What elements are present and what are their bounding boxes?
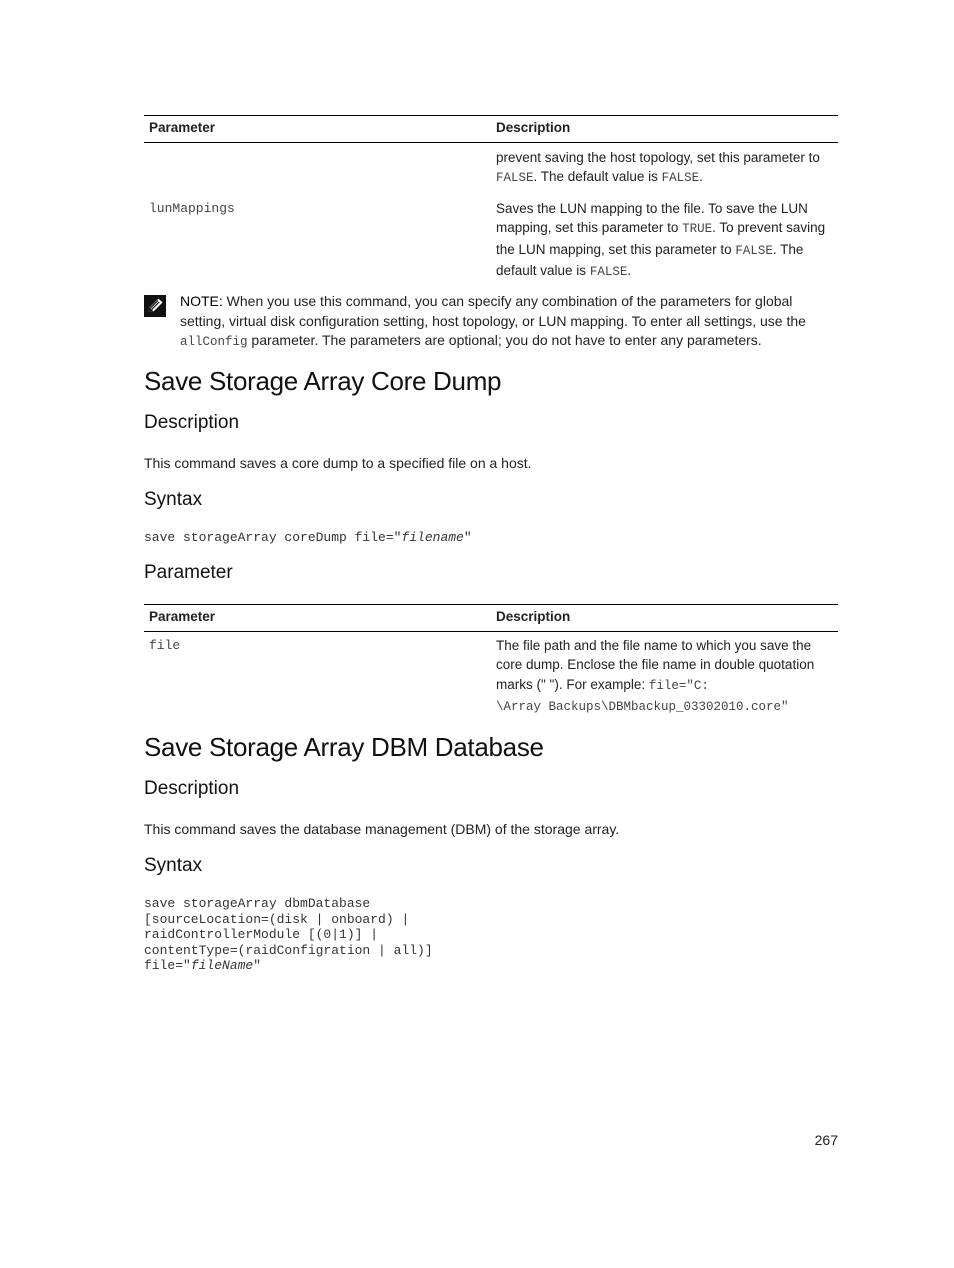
syntax-code: save storageArray coreDump file="filename" (144, 530, 472, 545)
syntax-line: contentType=(raidConfigration | all)] (144, 942, 433, 958)
syntax-line: [sourceLocation=(disk | onboard) | (144, 911, 410, 927)
parameter-table-continued (144, 115, 838, 286)
description-text: This command saves the database management (DBM) of the storage array. (144, 821, 620, 837)
parameter-heading: Parameter (144, 562, 233, 583)
parameter-table (144, 604, 838, 721)
table-header-row (144, 116, 838, 143)
syntax-line: save storageArray dbmDatabase (144, 896, 371, 911)
header-parameter: Parameter (144, 116, 491, 143)
syntax-heading: Syntax (144, 855, 203, 876)
table-row (144, 196, 838, 286)
note-label: NOTE: (180, 293, 223, 309)
note-text: NOTE: When you use this command, you can specify any combination of the parameters for global setting, virtual disk configuration setting, host topology, or LUN mapping. To enter all settings, use the allConfig parameter. The parameters are optional; you do not have to enter any parameters. (180, 293, 806, 349)
page-number: 267 (814, 1132, 838, 1148)
description-heading: Description (144, 412, 240, 433)
table-row (144, 631, 838, 721)
header-parameter: Parameter (144, 605, 491, 632)
description-cell: Saves the LUN mapping to the file. To save the LUN mapping, set this parameter to TRUE. To prevent saving the LUN mapping, set this parameter to FALSE. The default value is FALSE. (496, 200, 826, 279)
description-cell: prevent saving the host topology, set this parameter to FALSE. The default value is FALSE. (496, 149, 820, 185)
table-row (144, 142, 838, 196)
param-cell (144, 142, 491, 196)
note-code: allConfig (180, 335, 248, 349)
description-text: This command saves a core dump to a specified file on a host. (144, 455, 532, 471)
syntax-code-block (144, 896, 433, 974)
section-title: Save Storage Array DBM Database (144, 732, 544, 762)
syntax-line: file="fileName" (144, 958, 262, 973)
param-cell: file (149, 637, 181, 653)
syntax-line: raidControllerModule [(0|1)] | (144, 927, 379, 942)
header-description: Description (491, 116, 838, 143)
syntax-heading: Syntax (144, 489, 203, 510)
param-cell: lunMappings (149, 200, 235, 216)
section-title: Save Storage Array Core Dump (144, 366, 502, 396)
header-description: Description (491, 605, 838, 632)
pencil-note-icon (144, 295, 166, 317)
description-heading: Description (144, 778, 240, 799)
description-cell: The file path and the file name to which you save the core dump. Enclose the file name in double quotation marks (" "). For example: file="C: \Array Backups\DBMbackup_03302010.core" (496, 637, 815, 714)
table-header-row (144, 605, 838, 632)
